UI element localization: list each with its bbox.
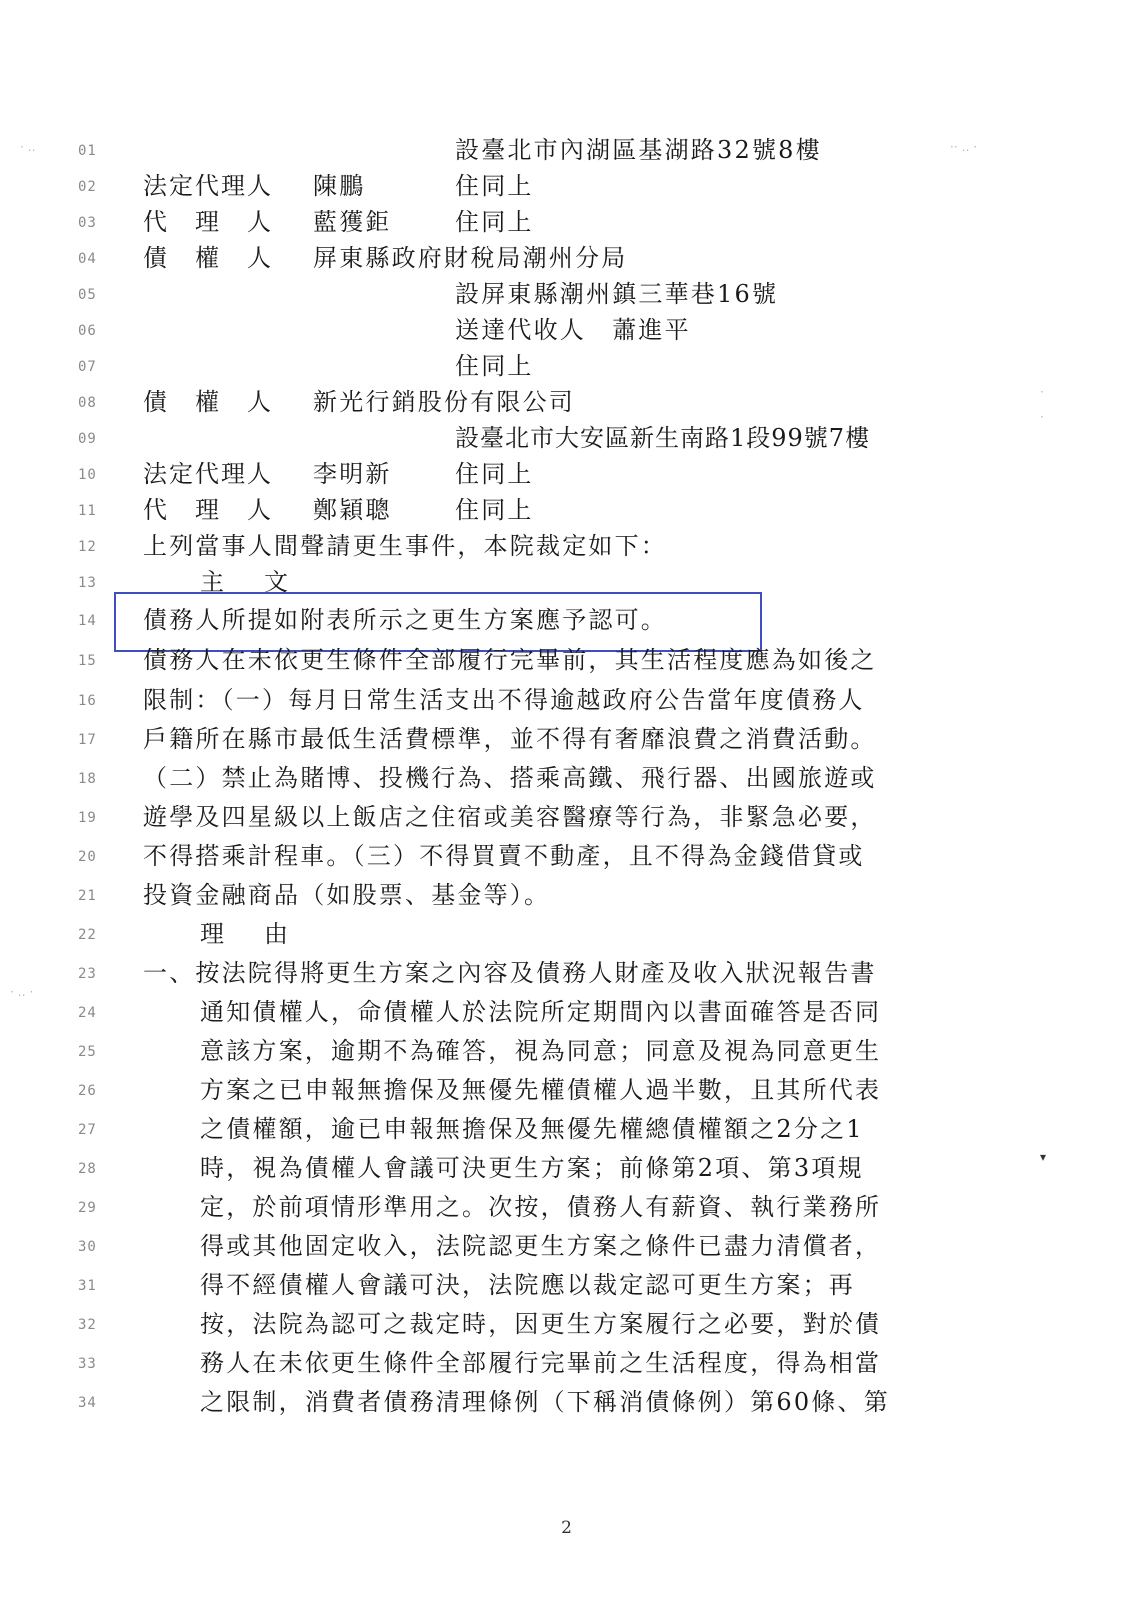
party-role: 代 理 人	[143, 496, 273, 524]
document-line	[0, 420, 1133, 460]
line-number: 04	[78, 251, 97, 267]
restriction-line: 債務人在未依更生條件全部履行完畢前，其生活程度應為如後之	[143, 646, 877, 674]
party-name: 陳鵬	[313, 172, 366, 200]
document-line	[0, 276, 1133, 316]
line-number: 32	[78, 1317, 97, 1333]
document-line	[0, 760, 1133, 800]
party-address: 設屏東縣潮州鎮三華巷16號	[455, 280, 779, 308]
document-line	[0, 528, 1133, 568]
document-line	[0, 312, 1133, 352]
line-number: 02	[78, 179, 97, 195]
reason-line: 通知債權人，命債權人於法院所定期間內以書面確答是否同	[200, 998, 882, 1026]
reason-line: 得不經債權人會議可決，法院應以裁定認可更生方案；再	[200, 1271, 855, 1299]
document-line	[0, 955, 1133, 995]
line-number: 05	[78, 287, 97, 303]
document-line	[0, 384, 1133, 424]
party-name: 鄭穎聰	[313, 496, 392, 524]
reason-first-line: 一、按法院得將更生方案之內容及債務人財產及收入狀況報告書	[143, 959, 877, 987]
party-address: 設臺北市大安區新生南路1段99號7樓	[455, 424, 871, 452]
reason-line: 務人在未依更生條件全部履行完畢前之生活程度，得為相當	[200, 1349, 882, 1377]
line-number: 10	[78, 467, 97, 483]
document-line	[0, 168, 1133, 208]
document-line	[0, 721, 1133, 761]
scan-speck: · ‥	[20, 140, 36, 154]
line-number: 30	[78, 1239, 97, 1255]
party-name: 屏東縣政府財稅局潮州分局	[313, 244, 628, 272]
reason-line: 時，視為債權人會議可決更生方案；前條第2項、第3項規	[200, 1154, 864, 1182]
line-number: 16	[78, 693, 97, 709]
party-address: 住同上	[455, 208, 534, 236]
party-address: 住同上	[455, 172, 534, 200]
document-line	[0, 492, 1133, 532]
line-number: 20	[78, 849, 97, 865]
line-number: 07	[78, 359, 97, 375]
document-line	[0, 1072, 1133, 1112]
line-number: 01	[78, 143, 97, 159]
restriction-line: 遊學及四星級以上飯店之住宿或美容醫療等行為，非緊急必要，	[143, 803, 877, 831]
document-line	[0, 204, 1133, 244]
main-ruling-text: 債務人所提如附表所示之更生方案應予認可。	[143, 606, 667, 634]
party-role: 債 權 人	[143, 244, 273, 272]
party-role: 債 權 人	[143, 388, 273, 416]
document-line	[0, 1189, 1133, 1229]
document-line	[0, 1111, 1133, 1151]
document-line	[0, 1228, 1133, 1268]
line-number: 13	[78, 575, 97, 591]
document-line	[0, 838, 1133, 878]
line-number: 26	[78, 1083, 97, 1099]
line-number: 17	[78, 732, 97, 748]
document-line	[0, 994, 1133, 1034]
document-line	[0, 1150, 1133, 1190]
party-role: 代 理 人	[143, 208, 273, 236]
line-number: 25	[78, 1044, 97, 1060]
restriction-line: 戶籍所在縣市最低生活費標準，並不得有奢靡浪費之消費活動。	[143, 725, 877, 753]
document-line	[0, 799, 1133, 839]
document-line	[0, 1033, 1133, 1073]
party-name: 新光行銷股份有限公司	[313, 388, 575, 416]
line-number: 23	[78, 966, 97, 982]
restriction-line: 限制：（一）每月日常生活支出不得逾越政府公告當年度債務人	[143, 686, 865, 714]
document-line	[0, 642, 1133, 682]
line-number: 29	[78, 1200, 97, 1216]
intro-text: 上列當事人間聲請更生事件，本院裁定如下：	[143, 532, 667, 560]
line-number: 06	[78, 323, 97, 339]
line-number: 14	[78, 613, 97, 629]
document-line	[0, 240, 1133, 280]
document-line	[0, 877, 1133, 917]
line-number: 11	[78, 503, 97, 519]
document-line	[0, 1306, 1133, 1346]
scan-speck: ·· ‥ ·	[950, 140, 978, 154]
line-number: 33	[78, 1356, 97, 1372]
main-heading: 主 文	[200, 568, 296, 596]
party-address: 住同上	[455, 460, 534, 488]
party-address: 住同上	[455, 352, 534, 380]
line-number: 31	[78, 1278, 97, 1294]
restriction-line: （二）禁止為賭博、投機行為、搭乘高鐵、飛行器、出國旅遊或	[143, 764, 877, 792]
reason-line: 方案之已申報無擔保及無優先權債權人過半數，且其所代表	[200, 1076, 882, 1104]
page-number: 2	[561, 1518, 572, 1538]
party-address: 住同上	[455, 496, 534, 524]
scan-speck: ▾	[1040, 1150, 1047, 1164]
document-line	[0, 1267, 1133, 1307]
line-number: 09	[78, 431, 97, 447]
line-number: 03	[78, 215, 97, 231]
party-role: 法定代理人	[143, 460, 273, 488]
scan-speck: · ‥ ·	[10, 985, 34, 999]
reason-line: 定，於前項情形準用之。次按，債務人有薪資、執行業務所	[200, 1193, 882, 1221]
party-name: 李明新	[313, 460, 392, 488]
line-number: 08	[78, 395, 97, 411]
party-address: 設臺北市內湖區基湖路32號8樓	[455, 136, 822, 164]
party-address: 送達代收人 蕭進平	[455, 316, 691, 344]
reason-line: 意該方案，逾期不為確答，視為同意；同意及視為同意更生	[200, 1037, 882, 1065]
document-line	[0, 916, 1133, 956]
line-number: 28	[78, 1161, 97, 1177]
reason-line: 得或其他固定收入，法院認更生方案之條件已盡力清償者，	[200, 1232, 882, 1260]
line-number: 34	[78, 1395, 97, 1411]
line-number: 19	[78, 810, 97, 826]
document-line	[0, 1384, 1133, 1424]
restriction-line: 投資金融商品（如股票、基金等）。	[143, 881, 551, 909]
document-line	[0, 456, 1133, 496]
reason-line: 按，法院為認可之裁定時，因更生方案履行之必要，對於債	[200, 1310, 882, 1338]
party-role: 法定代理人	[143, 172, 273, 200]
scan-speck: ·	[1040, 410, 1044, 424]
restriction-line: 不得搭乘計程車。（三）不得買賣不動產，且不得為金錢借貸或	[143, 842, 865, 870]
document-line	[0, 682, 1133, 722]
reason-line: 之債權額，逾已申報無擔保及無優先權總債權額之2分之1	[200, 1115, 864, 1143]
document-line	[0, 1345, 1133, 1385]
line-number: 22	[78, 927, 97, 943]
line-number: 15	[78, 653, 97, 669]
line-number: 18	[78, 771, 97, 787]
party-name: 藍獲鉅	[313, 208, 392, 236]
reason-line: 之限制，消費者債務清理條例（下稱消債條例）第60條、第	[200, 1388, 890, 1416]
document-line	[0, 348, 1133, 388]
line-number: 24	[78, 1005, 97, 1021]
reason-heading: 理 由	[200, 920, 296, 948]
line-number: 27	[78, 1122, 97, 1138]
line-number: 12	[78, 539, 97, 555]
line-number: 21	[78, 888, 97, 904]
scan-speck: ·	[1040, 385, 1044, 399]
